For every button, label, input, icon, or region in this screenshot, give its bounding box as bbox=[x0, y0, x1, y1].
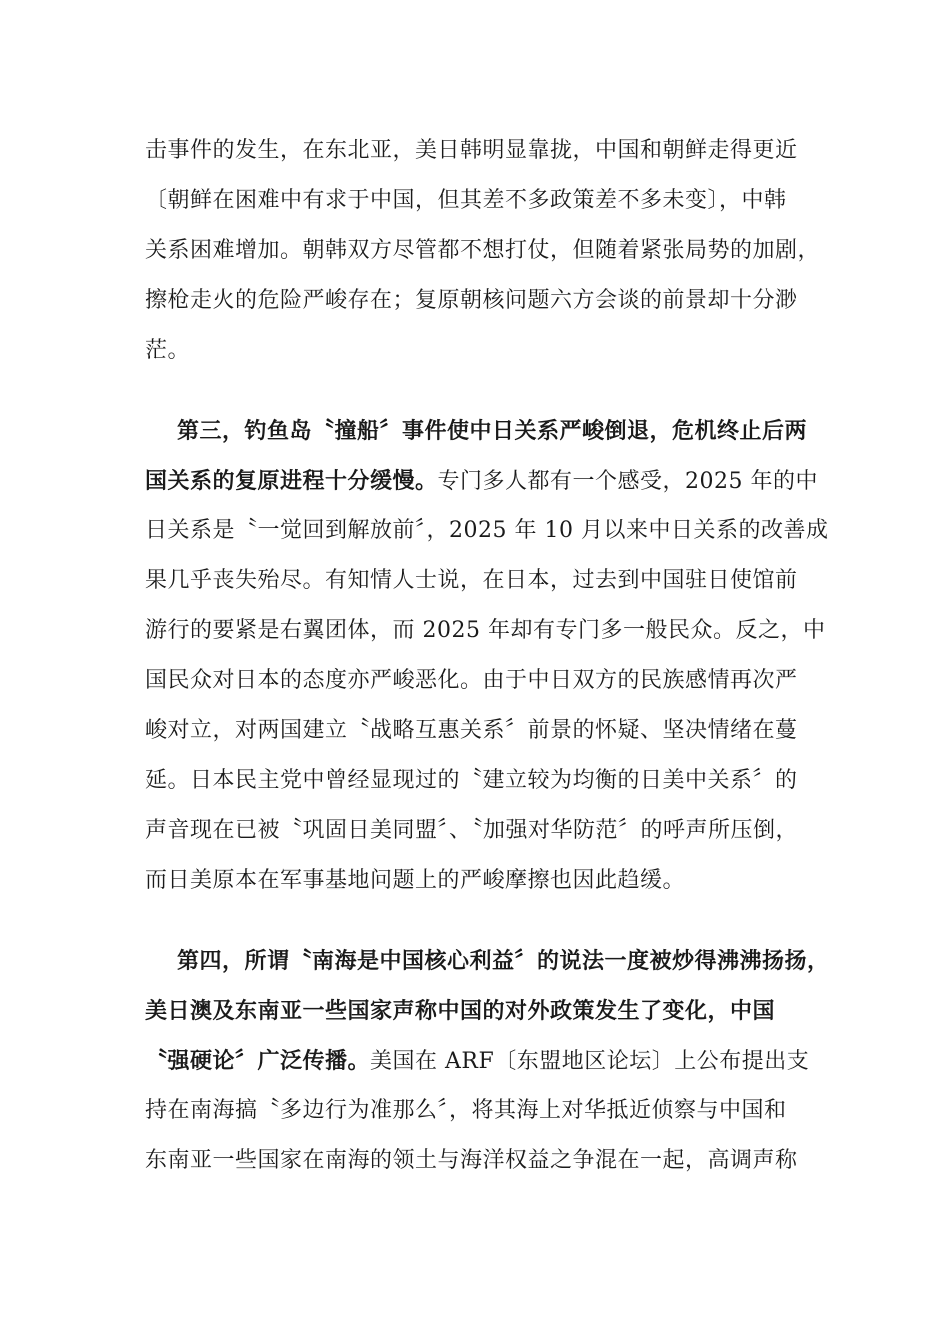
paragraph-1-line-2: 〔朝鲜在困难中有求于中国，但其差不多政策差不多未变〕，中韩 bbox=[145, 188, 787, 213]
paragraph-1-line-1: 击事件的发生，在东北亚，美日韩明显靠拢，中国和朝鲜走得更近 bbox=[145, 138, 798, 163]
paragraph-1-line-5: 茫。 bbox=[145, 338, 191, 363]
paragraph-2-line-4: 果几乎丧失殆尽。有知情人士说，在日本，过去到中国驻日使馆前 bbox=[145, 568, 798, 593]
paragraph-2-line-8: 延。日本民主党中曾经显现过的〝建立较为均衡的日美中关系〞的 bbox=[145, 768, 798, 793]
paragraph-2-heading-line-2: 国关系的复原进程十分缓慢。 bbox=[145, 468, 438, 494]
paragraph-3-line-3-rest: 美国在 ARF〔东盟地区论坛〕上公布提出支 bbox=[370, 1049, 810, 1074]
paragraph-2-heading-line-1: 第三，钓鱼岛〝撞船〞事件使中日关系严峻倒退，危机终止后两 bbox=[177, 418, 808, 444]
paragraph-3-line-4: 持在南海搞〝多边行为准那么〞，将其海上对华抵近侦察与中国和 bbox=[145, 1098, 787, 1123]
paragraph-2-line-5: 游行的要紧是右翼团体，而 2025 年却有专门多一般民众。反之，中 bbox=[145, 618, 826, 643]
paragraph-3-heading-line-3: 〝强硬论〞广泛传播。 bbox=[145, 1048, 371, 1074]
paragraph-1-line-4: 擦枪走火的危险严峻存在；复原朝核问题六方会谈的前景却十分渺 bbox=[145, 288, 798, 313]
paragraph-1-line-3: 关系困难增加。朝韩双方尽管都不想打仗，但随着紧张局势的加剧， bbox=[145, 238, 821, 263]
paragraph-3-line-5: 东南亚一些国家在南海的领土与海洋权益之争混在一起，高调声称 bbox=[145, 1148, 798, 1173]
paragraph-2-line-10: 而日美原本在军事基地问题上的严峻摩擦也因此趋缓。 bbox=[145, 868, 686, 893]
paragraph-3-heading-line-2: 美日澳及东南亚一些国家声称中国的对外政策发生了变化，中国 bbox=[145, 998, 776, 1024]
paragraph-2-line-7: 峻对立，对两国建立〝战略互惠关系〞前景的怀疑、坚决情绪在蔓 bbox=[145, 718, 798, 743]
paragraph-2-line-3: 日关系是〝一觉回到解放前〞，2025 年 10 月以来中日关系的改善成 bbox=[145, 518, 829, 543]
paragraph-2-line-2 bbox=[145, 466, 818, 497]
paragraph-2-line-2-rest: 专门多人都有一个感受，2025 年的中 bbox=[437, 469, 818, 494]
paragraph-2-line-9: 声音现在已被〝巩固日美同盟〞、〝加强对华防范〞的呼声所压倒， bbox=[145, 818, 799, 843]
paragraph-3-line-3 bbox=[145, 1046, 809, 1077]
paragraph-2-line-6: 国民众对日本的态度亦严峻恶化。由于中日双方的民族感情再次严 bbox=[145, 668, 798, 693]
paragraph-3-heading-line-1: 第四，所谓〝南海是中国核心利益〞的说法一度被炒得沸沸扬扬， bbox=[177, 948, 830, 974]
